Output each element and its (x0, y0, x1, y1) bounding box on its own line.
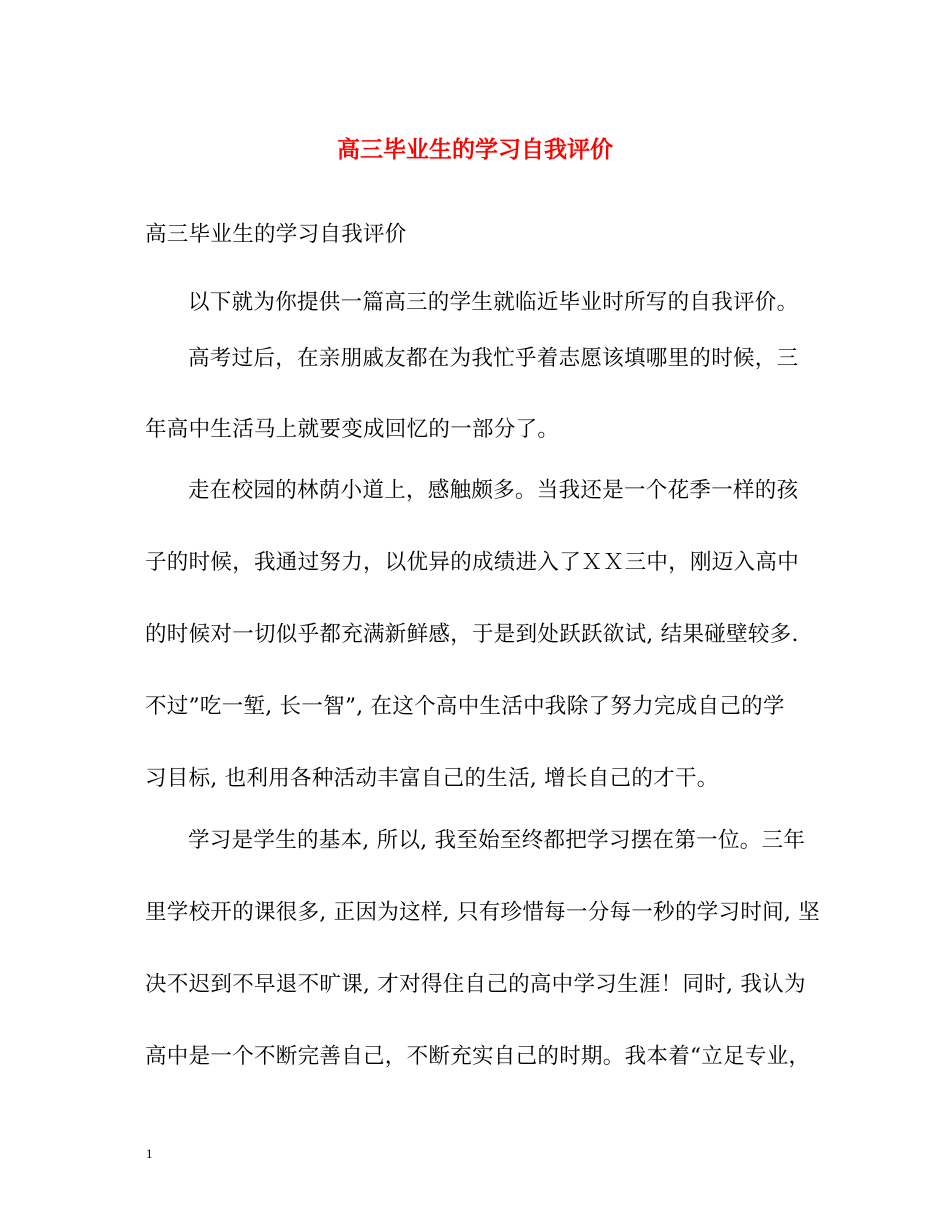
paragraph-line: 高中是一个不断完善自己，不断充实自己的时期。我本着“立足专业， (145, 1044, 811, 1069)
paragraph-line: 年高中生活马上就要变成回忆的一部分了。 (145, 417, 560, 442)
paragraph-line: 决不迟到不早退不旷课, 才对得住自己的高中学习生涯！同时, 我认为 (145, 972, 806, 997)
paragraph-line: 学习是学生的基本, 所以, 我至始至终都把学习摆在第一位。三年 (188, 828, 806, 853)
paragraph-line: 子的时候，我通过努力，以优异的成绩进入了ＸＸ三中，刚迈入高中 (145, 550, 800, 575)
document-subtitle: 高三毕业生的学习自我评价 (145, 222, 407, 247)
paragraph-line: 的时候对一切似乎都充满新鲜感，于是到处跃跃欲试, 结果碰壁较多. (145, 622, 799, 647)
document-title: 高三毕业生的学习自我评价 (337, 136, 613, 163)
paragraph-line: 习目标, 也利用各种活动丰富自己的生活, 增长自己的才干。 (145, 766, 719, 791)
page-number: 1 (146, 1146, 153, 1161)
paragraph-line: 不过”吃一堑, 长一智”, 在这个高中生活中我除了努力完成自己的学 (145, 694, 785, 719)
paragraph-line: 高考过后，在亲朋戚友都在为我忙乎着志愿该填哪里的时候，三 (188, 346, 799, 371)
paragraph-line: 以下就为你提供一篇高三的学生就临近毕业时所写的自我评价。 (188, 290, 799, 315)
paragraph-line: 里学校开的课很多, 正因为这样, 只有珍惜每一分每一秒的学习时间, 坚 (145, 900, 821, 925)
paragraph-line: 走在校园的林荫小道上，感触颇多。当我还是一个花季一样的孩 (188, 478, 799, 503)
